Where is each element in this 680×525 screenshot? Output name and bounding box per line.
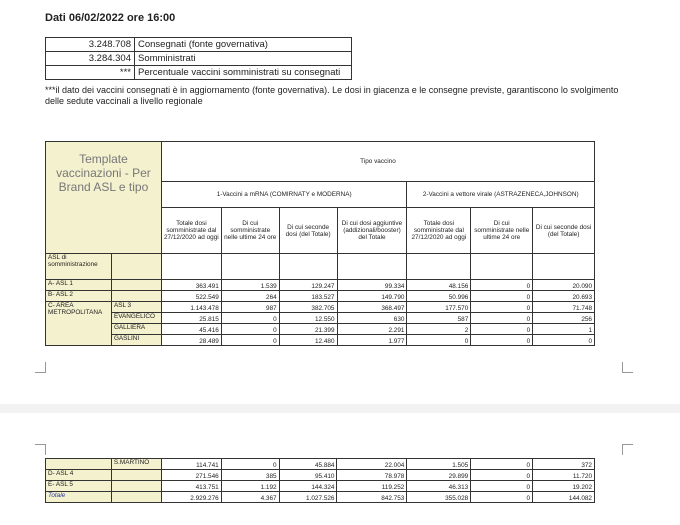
- sub-structure: [111, 481, 161, 492]
- sub-structure: GALLIERA: [111, 324, 161, 335]
- asl-name: Totale: [46, 492, 112, 503]
- empty-cell: [533, 254, 595, 280]
- value-cell: 0: [221, 324, 279, 335]
- table-row: [46, 291, 595, 302]
- value-cell: 0: [471, 313, 533, 324]
- value-cell: 45.884: [279, 459, 337, 470]
- footnote: ***il dato dei vaccini consegnati è in aggiornamento (fonte governativa). Le dosi in giacenza e le consegne previste, garantiscono lo svolgimento delle sedute vaccinali a livello regionale: [45, 85, 619, 106]
- empty-cell: [337, 254, 407, 280]
- value-cell: 0: [221, 313, 279, 324]
- value-cell: 0: [471, 335, 533, 346]
- value-cell: 95.410: [279, 470, 337, 481]
- summary-label: Somministrati: [135, 52, 352, 66]
- value-cell: 1.027.526: [279, 492, 337, 503]
- value-cell: 25.815: [161, 313, 221, 324]
- summary-label: Consegnati (fonte governativa): [135, 38, 352, 52]
- value-cell: 45.416: [161, 324, 221, 335]
- value-cell: 1.505: [407, 459, 471, 470]
- summary-row: [46, 38, 352, 52]
- summary-row: [46, 66, 352, 80]
- value-cell: 987: [221, 302, 279, 313]
- value-cell: 0: [471, 302, 533, 313]
- col-header: Di cui dosi aggiuntive (addizionali/booster) del Totale: [337, 208, 407, 254]
- value-cell: 1.192: [221, 481, 279, 492]
- value-cell: 1.143.478: [161, 302, 221, 313]
- asl-name: [46, 459, 112, 470]
- value-cell: 522.549: [161, 291, 221, 302]
- value-cell: 12.550: [279, 313, 337, 324]
- value-cell: 29.899: [407, 470, 471, 481]
- summary-table: [45, 37, 352, 80]
- asl-name: A- ASL 1: [46, 280, 112, 291]
- sub-structure: [111, 280, 161, 291]
- value-cell: 368.497: [337, 302, 407, 313]
- value-cell: 2.291: [337, 324, 407, 335]
- template-label: Template vaccinazioni - Per Brand ASL e tipo: [46, 142, 162, 254]
- col-header: Totale dosi somministrate dal 27/12/2020 ad oggi: [161, 208, 221, 254]
- table-row: [46, 313, 595, 324]
- sub-structure: EVANGELICO: [111, 313, 161, 324]
- value-cell: 0: [221, 459, 279, 470]
- vaccine-table-continued: [45, 458, 595, 503]
- summary-label: Percentuale vaccini somministrati su consegnati: [135, 66, 352, 80]
- empty-cell: [471, 254, 533, 280]
- summary-value: 3.248.708: [46, 38, 135, 52]
- value-cell: 28.489: [161, 335, 221, 346]
- value-cell: 50.996: [407, 291, 471, 302]
- value-cell: 144.082: [533, 492, 595, 503]
- value-cell: 78.978: [337, 470, 407, 481]
- table-row: [46, 492, 595, 503]
- col-header: Di cui seconde dosi (del Totale): [533, 208, 595, 254]
- value-cell: 0: [471, 291, 533, 302]
- asl-header: ASL di somministrazione: [46, 254, 112, 280]
- asl-name: D- ASL 4: [46, 470, 112, 481]
- value-cell: 630: [337, 313, 407, 324]
- value-cell: 0: [471, 481, 533, 492]
- tipo-vaccino-header: Tipo vaccino: [161, 142, 594, 182]
- vaccine-table: [45, 141, 595, 346]
- asl-name: C- AREA METROPOLITANA: [46, 302, 112, 346]
- value-cell: 0: [407, 335, 471, 346]
- col-header: Di cui somministrate nelle ultime 24 ore: [471, 208, 533, 254]
- table-row: [46, 280, 595, 291]
- page-corner-mark: [35, 362, 46, 373]
- table-row: [46, 481, 595, 492]
- sub-structure: [111, 470, 161, 481]
- value-cell: 0: [471, 280, 533, 291]
- value-cell: 11.720: [533, 470, 595, 481]
- report-title: Dati 06/02/2022 ore 16:00: [45, 12, 176, 24]
- value-cell: 2: [407, 324, 471, 335]
- sub-structure: S.MARTINO: [111, 459, 161, 470]
- asl-name: E- ASL 5: [46, 481, 112, 492]
- value-cell: 12.480: [279, 335, 337, 346]
- value-cell: 413.751: [161, 481, 221, 492]
- value-cell: 20.090: [533, 280, 595, 291]
- value-cell: 842.753: [337, 492, 407, 503]
- value-cell: 264: [221, 291, 279, 302]
- page-corner-mark: [35, 444, 46, 455]
- summary-row: [46, 52, 352, 66]
- sub-structure: [111, 291, 161, 302]
- value-cell: 1.977: [337, 335, 407, 346]
- value-cell: 363.491: [161, 280, 221, 291]
- page-corner-mark: [622, 362, 633, 373]
- summary-value: ***: [46, 66, 135, 80]
- value-cell: 0: [471, 459, 533, 470]
- page-corner-mark: [622, 444, 633, 455]
- empty-cell: [161, 254, 221, 280]
- value-cell: 119.252: [337, 481, 407, 492]
- value-cell: 183.527: [279, 291, 337, 302]
- value-cell: 382.705: [279, 302, 337, 313]
- value-cell: 0: [533, 335, 595, 346]
- value-cell: 2.929.276: [161, 492, 221, 503]
- table-row: [46, 324, 595, 335]
- value-cell: 21.399: [279, 324, 337, 335]
- value-cell: 19.202: [533, 481, 595, 492]
- value-cell: 271.546: [161, 470, 221, 481]
- table-row: [46, 335, 595, 346]
- value-cell: 149.790: [337, 291, 407, 302]
- value-cell: 0: [471, 492, 533, 503]
- sub-structure: ASL 3: [111, 302, 161, 313]
- value-cell: 372: [533, 459, 595, 470]
- value-cell: 71.748: [533, 302, 595, 313]
- value-cell: 20.693: [533, 291, 595, 302]
- value-cell: 48.156: [407, 280, 471, 291]
- value-cell: 114.741: [161, 459, 221, 470]
- value-cell: 385: [221, 470, 279, 481]
- value-cell: 1: [533, 324, 595, 335]
- value-cell: 256: [533, 313, 595, 324]
- table-row: [46, 470, 595, 481]
- value-cell: 4.367: [221, 492, 279, 503]
- summary-value: 3.284.304: [46, 52, 135, 66]
- table-body: [46, 280, 595, 346]
- value-cell: 99.334: [337, 280, 407, 291]
- group-vettore-header: 2-Vaccini a vettore virale (ASTRAZENECA,JOHNSON): [407, 182, 595, 208]
- value-cell: 129.247: [279, 280, 337, 291]
- value-cell: 144.324: [279, 481, 337, 492]
- value-cell: 177.570: [407, 302, 471, 313]
- table-body: [46, 459, 595, 503]
- page-break: [0, 404, 680, 413]
- empty-cell: [221, 254, 279, 280]
- value-cell: 46.313: [407, 481, 471, 492]
- value-cell: 0: [471, 470, 533, 481]
- value-cell: 355.028: [407, 492, 471, 503]
- asl-name: B- ASL 2: [46, 291, 112, 302]
- value-cell: 587: [407, 313, 471, 324]
- col-header: Di cui seconde dosi (del Totale): [279, 208, 337, 254]
- group-mrna-header: 1-Vaccini a mRNA (COMIRNATY e MODERNA): [161, 182, 407, 208]
- empty-cell: [279, 254, 337, 280]
- sub-structure: [111, 492, 161, 503]
- table-row: [46, 459, 595, 470]
- value-cell: 0: [471, 324, 533, 335]
- empty-cell: [111, 254, 161, 280]
- col-header: Di cui somministrate nelle ultime 24 ore: [221, 208, 279, 254]
- col-header: Totale dosi somministrate dal 27/12/2020 ad oggi: [407, 208, 471, 254]
- table-row: [46, 302, 595, 313]
- value-cell: 1.539: [221, 280, 279, 291]
- sub-structure: GASLINI: [111, 335, 161, 346]
- empty-cell: [407, 254, 471, 280]
- value-cell: 0: [221, 335, 279, 346]
- value-cell: 22.004: [337, 459, 407, 470]
